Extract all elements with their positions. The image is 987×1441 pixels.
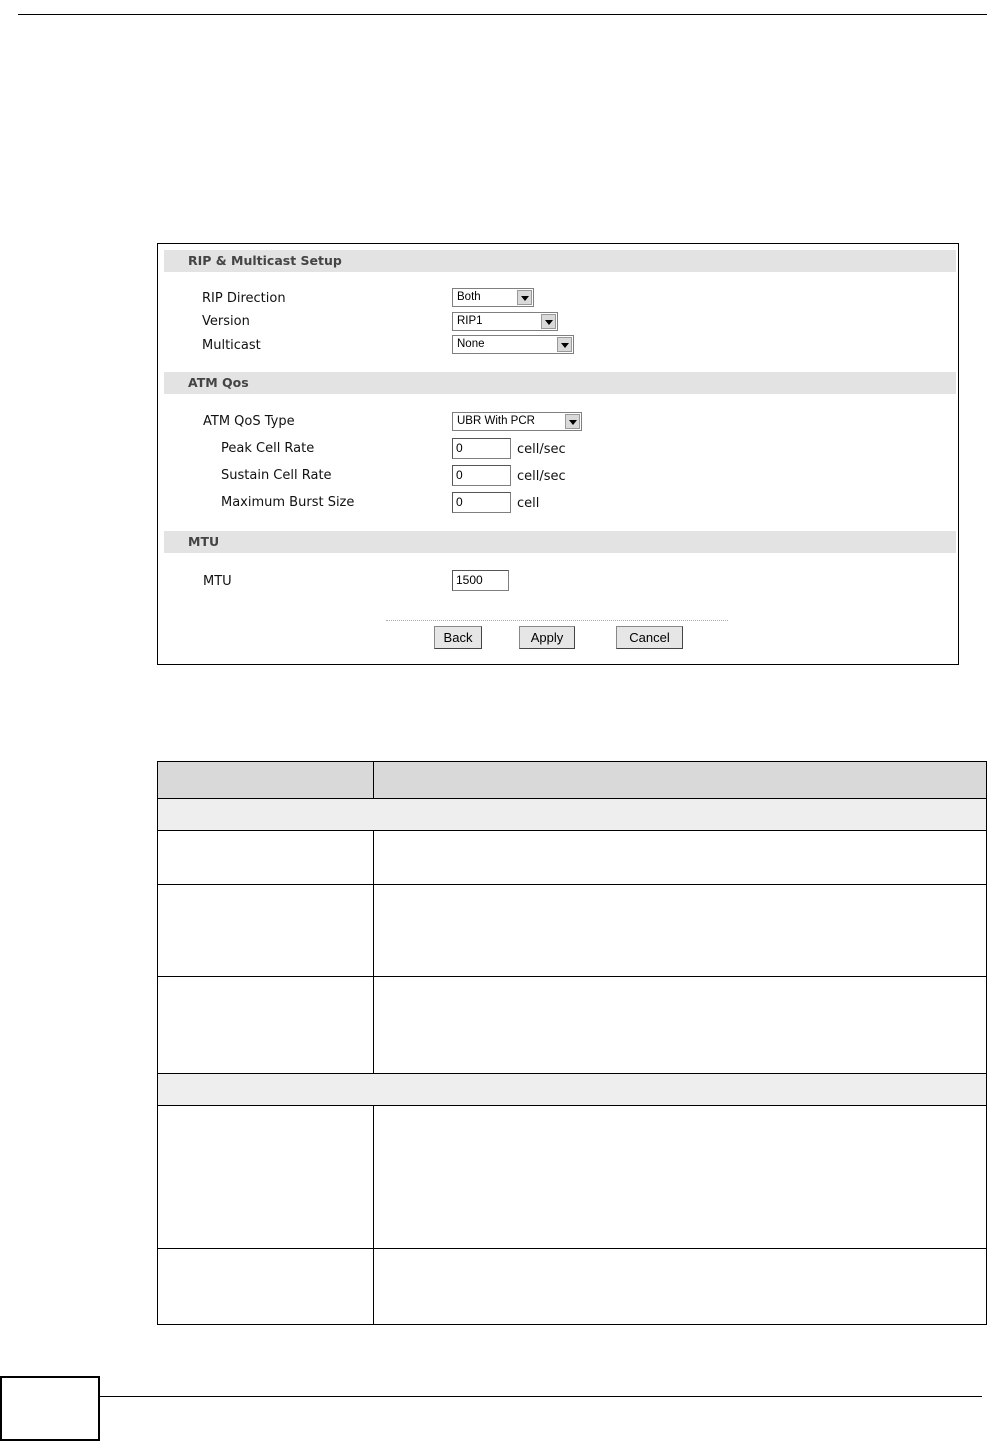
chevron-down-icon [565,414,580,429]
max-burst-size-label: Maximum Burst Size [221,495,355,510]
atm-qos-type-value: UBR With PCR [457,415,535,427]
rip-settings-panel [157,243,959,665]
column-divider [373,1106,374,1248]
version-select[interactable] [452,312,558,331]
max-burst-size-unit: cell [517,496,540,511]
table-header-row [157,761,987,798]
chevron-down-icon [541,314,556,329]
sustain-cell-rate-label: Sustain Cell Rate [221,468,332,483]
column-divider [373,1249,374,1324]
peak-cell-rate-unit: cell/sec [517,442,566,457]
section-header-mtu: MTU [164,531,956,553]
table-section-row [157,798,987,830]
button-divider [386,620,728,621]
column-divider [373,977,374,1073]
cancel-button[interactable]: Cancel [616,626,683,649]
page-number-box [0,1376,100,1441]
atm-qos-type-label: ATM QoS Type [203,414,295,429]
rip-direction-value: Both [457,291,481,303]
column-divider [373,885,374,976]
table-section-row [157,1073,987,1105]
section-header-atm-qos: ATM Qos [164,372,956,394]
apply-button[interactable]: Apply [519,626,575,649]
back-button[interactable]: Back [434,626,482,649]
table-row [157,976,987,1073]
description-table [157,761,987,1325]
section-header-rip-multicast: RIP & Multicast Setup [164,250,956,272]
sustain-cell-rate-unit: cell/sec [517,469,566,484]
mtu-input[interactable]: 1500 [452,570,509,591]
table-row [157,1248,987,1325]
table-row [157,884,987,976]
chevron-down-icon [557,337,572,352]
column-divider [373,762,374,798]
multicast-value: None [457,338,485,350]
footer-rule [0,1396,982,1397]
rip-direction-select[interactable] [452,288,534,307]
header-rule [18,14,987,15]
max-burst-size-input[interactable]: 0 [452,492,511,513]
table-row [157,1105,987,1248]
chevron-down-icon [517,290,532,305]
atm-qos-type-select[interactable] [452,412,582,431]
version-value: RIP1 [457,315,483,327]
column-divider [373,831,374,884]
peak-cell-rate-label: Peak Cell Rate [221,441,315,456]
multicast-select[interactable] [452,335,574,354]
sustain-cell-rate-input[interactable]: 0 [452,465,511,486]
multicast-label: Multicast [202,338,261,353]
table-row [157,830,987,884]
rip-direction-label: RIP Direction [202,291,286,306]
peak-cell-rate-input[interactable]: 0 [452,438,511,459]
version-label: Version [202,314,250,329]
mtu-label: MTU [203,574,232,589]
